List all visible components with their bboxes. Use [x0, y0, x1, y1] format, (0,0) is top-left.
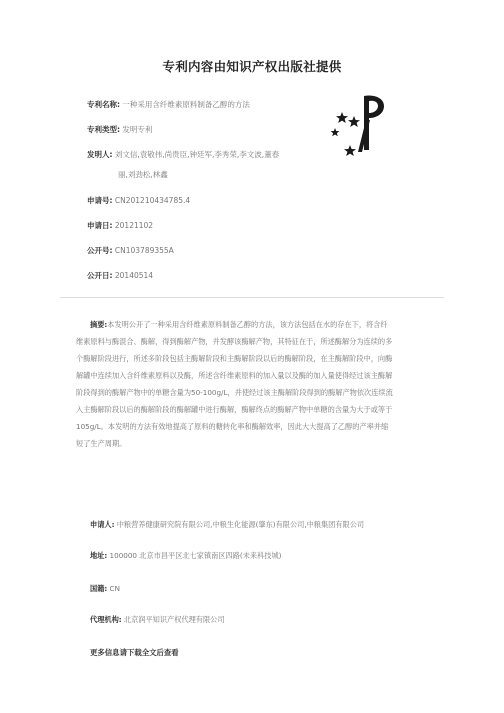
meta-label: 申请号: — [87, 196, 113, 205]
abstract-line: 摘要:本发明公开了一种采用含纤维素原料制备乙醇的方法，该方法包括在水的存在下，将含纤 — [90, 320, 388, 329]
meta-row-pubdate — [87, 271, 153, 281]
abstract-section — [76, 316, 430, 452]
meta-label: 专利类型: — [87, 125, 120, 134]
info-label: 国籍: — [90, 584, 108, 593]
abstract-line: 短了生产周期。 — [76, 439, 127, 448]
meta-row-appdate — [87, 221, 153, 231]
page-title: 专利内容由知识产权出版社提供 — [162, 59, 342, 74]
meta-row-name — [87, 100, 250, 110]
meta-label: 发明人: — [87, 150, 113, 159]
meta-label: 公开号: — [87, 246, 113, 255]
meta-label: 公开日: — [87, 271, 113, 280]
meta-row-inventor — [87, 150, 279, 160]
info-row-address — [90, 551, 281, 561]
abstract-line: 维素原料与酶混合、酶解，得到酶解产物，并发酵该酶解产物，其特征在于，所述酶解分为连续的多 — [76, 337, 393, 346]
meta-label: 申请日: — [87, 221, 113, 230]
info-label: 地址: — [90, 551, 108, 560]
more-info-note: 更多信息请下载全文后查看 — [90, 648, 179, 657]
meta-value: 20121102 — [114, 221, 154, 230]
info-row-agency — [90, 615, 225, 625]
section-divider — [60, 297, 444, 298]
info-label: 代理机构: — [90, 615, 122, 624]
meta-row-appno — [87, 196, 190, 206]
info-value: CN — [109, 584, 120, 593]
meta-value: 发明专利 — [122, 125, 153, 134]
info-value: 北京润平知识产权代理有限公司 — [123, 615, 225, 624]
info-value: 中粮营养健康研究院有限公司,中粮生化能源(肇东)有限公司,中粮集团有限公司 — [116, 520, 365, 529]
info-row-country — [90, 584, 120, 594]
abstract-label: 摘要: — [90, 320, 108, 329]
abstract-line: 个酶解阶段进行，所述多阶段包括主酶解阶段和主酶解阶段以后的酶解阶段，在主酶解阶段中，向酶 — [76, 354, 393, 363]
meta-row-pubno — [87, 246, 174, 256]
meta-label: 专利名称: — [87, 100, 120, 109]
info-row-applicant — [90, 520, 364, 530]
abstract-line: 105g/L。本发明的方法有效地提高了原料的糖转化率和酶解效率，因此大大提高了乙醇的产率并缩 — [76, 422, 389, 431]
meta-value: CN201210434785.4 — [114, 196, 191, 205]
meta-inventor-continued: 丽,刘劲松,林鑫 — [118, 170, 168, 179]
meta-value: 刘文信,袁敬伟,尚贵臣,钟廷军,李秀荣,李文波,董春 — [114, 150, 280, 159]
cnipa-logo-icon — [328, 90, 388, 158]
abstract-line: 阶段得到的酶解产物中的单糖含量为50-100g/L，并使经过该主酶解阶段得到的酶解产物依次连续流 — [76, 388, 393, 397]
info-value: 100000 北京市昌平区北七家镇南区四路(未来科技城) — [109, 551, 282, 560]
abstract-line: 解罐中连续加入含纤维素原料以及酶，所述含纤维素原料的加入量以及酶的加入量使得经过该主酶解 — [76, 371, 393, 380]
info-label: 申请人: — [90, 520, 115, 529]
abstract-line: 入主酶解阶段以后的酶解阶段的酶解罐中进行酶解，酶解终点的酶解产物中单糖的含量为大于或等于 — [76, 405, 393, 414]
meta-row-type — [87, 125, 152, 135]
meta-value: 20140514 — [114, 271, 154, 280]
meta-value: CN103789355A — [114, 246, 174, 255]
meta-value: 一种采用含纤维素原料制备乙醇的方法 — [122, 100, 250, 109]
